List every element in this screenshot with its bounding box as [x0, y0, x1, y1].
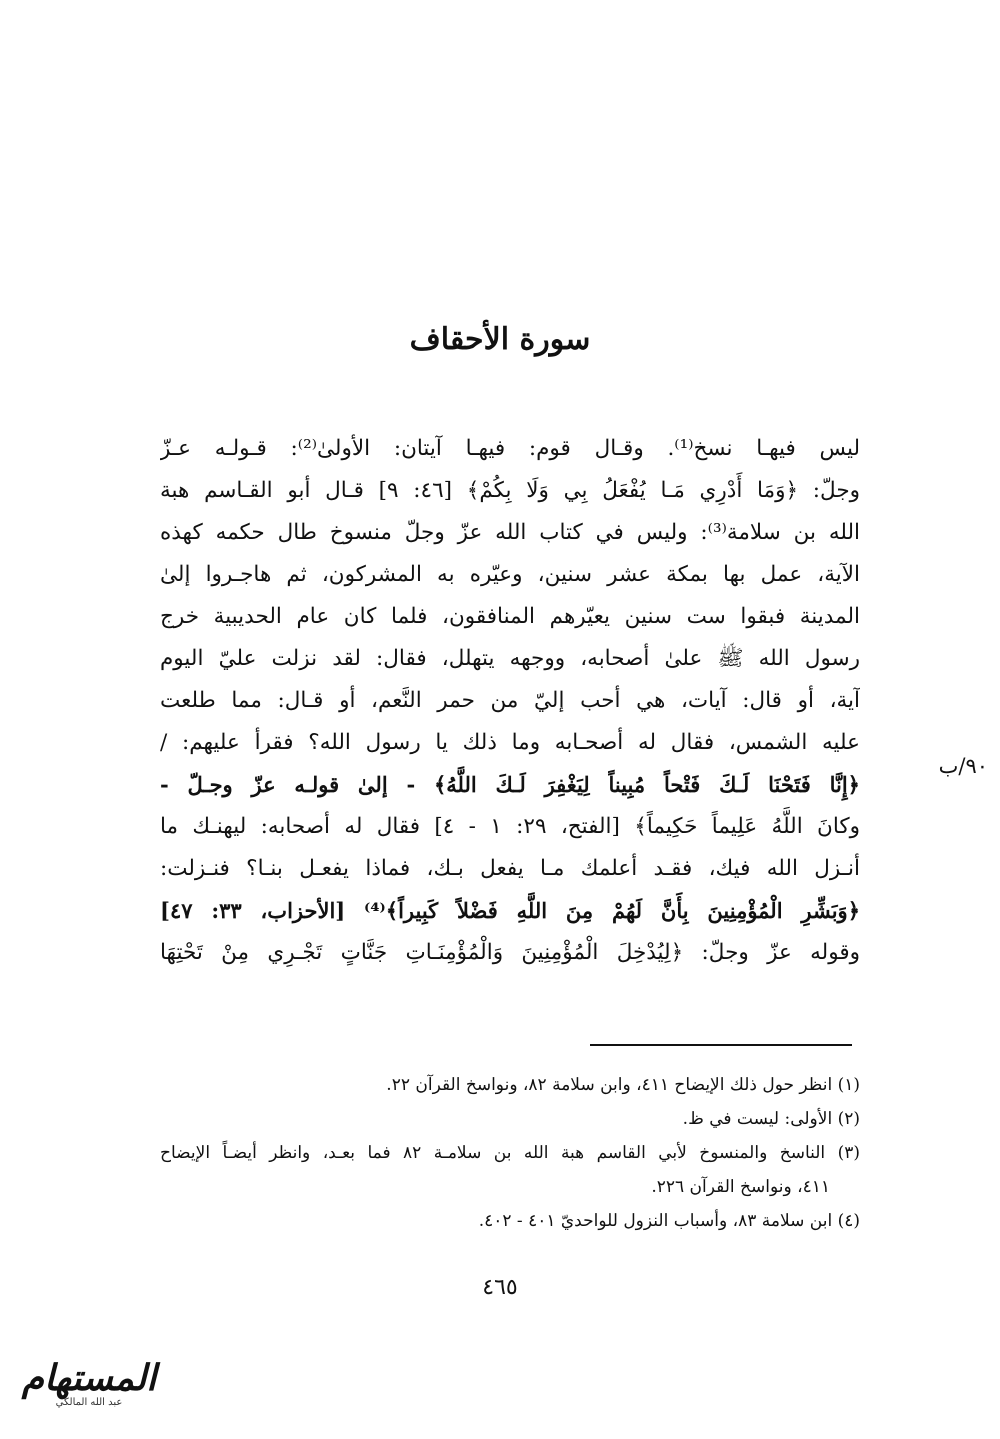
text-line: آية، أو قال: آيات، هي أحب إليّ من حمر النَّعم، أو قـال: مما طلعت	[160, 688, 860, 713]
text-line: المدينة فبقوا ست سنين يعيّرهم المنافقون، فلما كان عام الحديبية خرج	[160, 604, 860, 629]
footnote: (٣) الناسخ والمنسوخ لأبي القاسم هبة الله بن سلامـة ٨٢ فما بعـد، وانظر أيضـاً الإيضاح	[160, 1143, 860, 1163]
page-number: ٤٦٥	[482, 1275, 518, 1300]
main-text	[160, 428, 860, 974]
footnote: (١) انظر حول ذلك الإيضاح ٤١١، وابن سلامة ٨٢، ونواسخ القرآن ٢٢.	[386, 1075, 860, 1095]
surah-title: سورة الأحقاف	[409, 322, 591, 357]
text-line: الله بن سلامة⁽³⁾: وليس في كتاب الله عزّ وجلّ منسوخ طال حكمه كهذه	[160, 520, 860, 545]
footnote: (٤) ابن سلامة ٨٣، وأسباب النزول للواحديّ ٤٠١ - ٤٠٢.	[478, 1211, 860, 1231]
quran-verse-line: ﴿إِنَّا فَتَحْنَا لَـكَ فَتْحاً مُبِيناً لِيَغْفِرَ لَـكَ اللَّهُ﴾ - إلىٰ قولـه عزّ وجـلّ -	[160, 772, 860, 797]
footnote-continuation: ٤١١، ونواسخ القرآن ٢٢٦.	[651, 1177, 830, 1197]
text-line: وجلّ: ﴿وَمَا أَدْرِي مَـا يُفْعَلُ بِي وَلَا بِكُمْ﴾ [٤٦: ٩] قـال أبو القـاسم هبة	[160, 478, 860, 503]
text-line: وقوله عزّ وجلّ: ﴿لِيُدْخِلَ الْمُؤْمِنِينَ وَالْمُؤْمِنَـاتِ جَنَّاتٍ تَجْـرِي مِنْ تَحْتِهَا	[160, 940, 860, 965]
footnote-divider	[590, 1044, 852, 1046]
footnotes	[160, 1068, 860, 1238]
calligraphy-logo	[14, 1356, 164, 1426]
logo-text: المستهام	[21, 1357, 157, 1399]
footnote: (٢) الأولى: ليست في ظ.	[682, 1109, 860, 1129]
text-line: رسول الله ﷺ علىٰ أصحابه، ووجهه يتهلل، فقال: لقد نزلت عليّ اليوم	[160, 646, 860, 671]
quran-verse-line: ﴿وَبَشِّرِ الْمُؤْمِنِينَ بِأَنَّ لَهُمْ مِنَ اللَّهِ فَضْلاً كَبِيراً﴾⁽⁴⁾ [الأحزاب، ٣٣: ٤٧]	[160, 898, 860, 923]
text-line: الآية، عمل بها بمكة عشر سنين، وعيّره به المشركون، ثم هاجـروا إلىٰ	[160, 562, 860, 587]
text-line: ليس فيهـا نسخ⁽¹⁾. وقـال قوم: فيهـا آيتان: الأولىٰ⁽²⁾: قـولـه عـزّ	[160, 436, 860, 461]
manuscript-folio-marker: ٩٠/ب	[938, 754, 988, 778]
text-line: عليه الشمس، فقال له أصحـابه وما ذلك يا رسول الله؟ فقرأ عليهم: /	[160, 730, 860, 755]
text-line: أنـزل الله فيك، فقـد أعلمك مـا يفعل بـك، فماذا يفعـل بنـا؟ فنـزلت:	[160, 856, 860, 881]
logo-subtitle: عبد الله المالكي	[55, 1397, 123, 1408]
text-line: وكانَ اللَّهُ عَلِيماً حَكِيماً﴾ [الفتح، ٢٩: ١ - ٤] فقال له أصحابه: ليهنـك ما	[160, 814, 860, 839]
